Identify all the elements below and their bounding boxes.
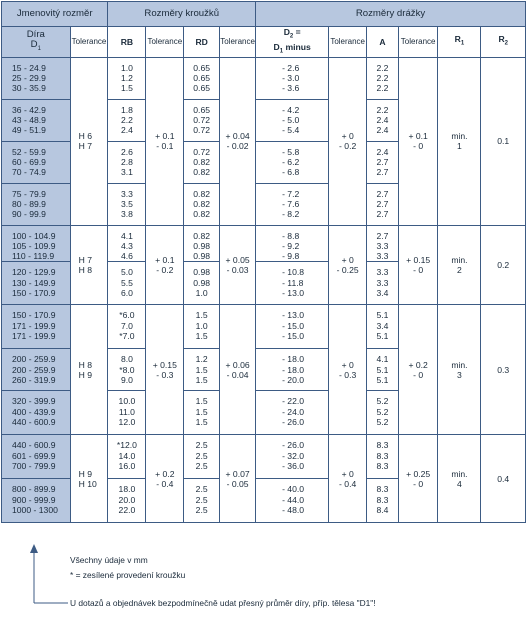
rd-tolerance-cell: + 0.04 - 0.02 [220,57,256,225]
r2-header: $R_2$ [481,27,526,58]
hole-tolerance-cell: H 8 H 9 [70,305,108,435]
rb-header: RB [108,27,146,58]
rd-cell: 0.72 0.82 0.82 [184,141,220,183]
d2-cell: - 5.8 - 6.2 - 6.8 [256,141,329,183]
d2-tolerance-cell: + 0 - 0.4 [329,435,367,523]
rb-cell: 18.0 20.0 22.0 [108,479,146,523]
a-cell: 2.7 2.7 2.7 [367,183,399,225]
rd-cell: 1.2 1.5 1.5 [184,349,220,391]
a-cell: 8.3 8.3 8.4 [367,479,399,523]
bore-range-cell: 36 - 42.9 43 - 48.9 49 - 51.9 [2,99,71,141]
d2-tolerance-cell: + 0 - 0.3 [329,305,367,435]
r1-cell: min. 4 [438,435,481,523]
d2-tolerance-header: Tolerance [329,27,367,58]
groove-dimensions-header: Rozměry drážky [256,2,526,27]
bore-range-cell: 440 - 600.9 601 - 699.9 700 - 799.9 [2,435,71,479]
footnote-units: Všechny údaje v mm [70,555,148,565]
footnote-order-note: U dotazů a objednávek bezpodmínečně udat přesný průměr díry, příp. tělesa "D1"! [70,598,376,608]
rb-tolerance-cell: + 0.2 - 0.4 [146,435,184,523]
rb-cell: 5.0 5.5 6.0 [108,262,146,305]
rd-cell: 0.98 0.98 1.0 [184,262,220,305]
bore-range-cell: 15 - 24.9 25 - 29.9 30 - 35.9 [2,57,71,99]
bore-range-cell: 320 - 399.9 400 - 439.9 440 - 600.9 [2,391,71,435]
a-cell: 2.4 2.7 2.7 [367,141,399,183]
rb-cell: 4.1 4.3 4.6 [108,225,146,262]
rd-cell: 1.5 1.0 1.5 [184,305,220,349]
bore-range-cell: 200 - 259.9 200 - 259.9 260 - 319.9 [2,349,71,391]
a-cell: 8.3 8.3 8.3 [367,435,399,479]
d2-cell: - 40.0 - 44.0 - 48.0 [256,479,329,523]
r2-cell: 0.2 [481,225,526,305]
bore-range-cell: 75 - 79.9 80 - 89.9 90 - 99.9 [2,183,71,225]
r1-cell: min. 3 [438,305,481,435]
rb-cell: 10.0 11.0 12.0 [108,391,146,435]
hole-tolerance-header: Tolerance [70,27,108,58]
nominal-size-header: Jmenovitý rozměr [2,2,108,27]
r2-cell: 0.4 [481,435,526,523]
r1-header: $R_1$ [438,27,481,58]
d2-cell: - 26.0 - 32.0 - 36.0 [256,435,329,479]
rd-tolerance-header: Tolerance [220,27,256,58]
hole-tolerance-cell: H 6 H 7 [70,57,108,225]
rb-tolerance-cell: + 0.1 - 0.2 [146,225,184,305]
a-tolerance-header: Tolerance [398,27,438,58]
r1-cell: min. 1 [438,57,481,225]
a-cell: 5.2 5.2 5.2 [367,391,399,435]
r2-cell: 0.1 [481,57,526,225]
d2-cell: - 8.8 - 9.2 - 9.8 [256,225,329,262]
rd-tolerance-cell: + 0.07 - 0.05 [220,435,256,523]
rd-cell: 2.5 2.5 2.5 [184,479,220,523]
rd-cell: 0.82 0.82 0.82 [184,183,220,225]
hole-tolerance-cell: H 7 H 8 [70,225,108,305]
a-cell: 2.7 3.3 3.3 [367,225,399,262]
rb-cell: 8.0 *8.0 9.0 [108,349,146,391]
bore-range-cell: 52 - 59.9 60 - 69.9 70 - 74.9 [2,141,71,183]
d2-cell: - 22.0 - 24.0 - 26.0 [256,391,329,435]
rb-tolerance-cell: + 0.15 - 0.3 [146,305,184,435]
d2-cell: - 4.2 - 5.0 - 5.4 [256,99,329,141]
rb-cell: 2.6 2.8 3.1 [108,141,146,183]
bore-range-cell: 100 - 104.9 105 - 109.9 110 - 119.9 [2,225,71,262]
a-cell: 3.3 3.3 3.4 [367,262,399,305]
d2-tolerance-cell: + 0 - 0.2 [329,57,367,225]
bore-header: Díra $D_1$ [2,27,71,58]
r1-cell: min. 2 [438,225,481,305]
rd-tolerance-cell: + 0.05 - 0.03 [220,225,256,305]
a-tolerance-cell: + 0.1 - 0 [398,57,438,225]
d2-cell: - 18.0 - 18.0 - 20.0 [256,349,329,391]
a-tolerance-cell: + 0.2 - 0 [398,305,438,435]
d2-tolerance-cell: + 0 - 0.25 [329,225,367,305]
rb-tolerance-cell: + 0.1 - 0.1 [146,57,184,225]
rb-cell: 1.8 2.2 2.4 [108,99,146,141]
rb-cell: 3.3 3.5 3.8 [108,183,146,225]
d2-header: $D_2$ = $D_1$ minus [256,27,329,58]
d2-cell: - 13.0 - 15.0 - 15.0 [256,305,329,349]
d2-cell: - 7.2 - 7.6 - 8.2 [256,183,329,225]
rd-cell: 0.82 0.98 0.98 [184,225,220,262]
a-cell: 5.1 3.4 5.1 [367,305,399,349]
a-tolerance-cell: + 0.25 - 0 [398,435,438,523]
r2-cell: 0.3 [481,305,526,435]
rd-cell: 0.65 0.72 0.72 [184,99,220,141]
footnote-reinforced: * = zesílené provedení kroužku [70,570,186,580]
rd-header: RD [184,27,220,58]
a-cell: 2.2 2.2 2.2 [367,57,399,99]
bore-range-cell: 120 - 129.9 130 - 149.9 150 - 170.9 [2,262,71,305]
a-cell: 4.1 5.1 5.1 [367,349,399,391]
rb-cell: *6.0 7.0 *7.0 [108,305,146,349]
arrow-head-icon [30,544,38,553]
rb-cell: 1.0 1.2 1.5 [108,57,146,99]
rb-cell: *12.0 14.0 16.0 [108,435,146,479]
d2-cell: - 2.6 - 3.0 - 3.6 [256,57,329,99]
rb-tolerance-header: Tolerance [146,27,184,58]
rd-cell: 0.65 0.65 0.65 [184,57,220,99]
a-header: A [367,27,399,58]
rd-cell: 2.5 2.5 2.5 [184,435,220,479]
hole-tolerance-cell: H 9 H 10 [70,435,108,523]
a-cell: 2.2 2.4 2.4 [367,99,399,141]
a-tolerance-cell: + 0.15 - 0 [398,225,438,305]
rd-tolerance-cell: + 0.06 - 0.04 [220,305,256,435]
ring-dimensions-header: Rozměry kroužků [108,2,256,27]
bore-range-cell: 800 - 899.9 900 - 999.9 1000 - 1300 [2,479,71,523]
bore-range-cell: 150 - 170.9 171 - 199.9 171 - 199.9 [2,305,71,349]
d2-cell: - 10.8 - 11.8 - 13.0 [256,262,329,305]
rd-cell: 1.5 1.5 1.5 [184,391,220,435]
